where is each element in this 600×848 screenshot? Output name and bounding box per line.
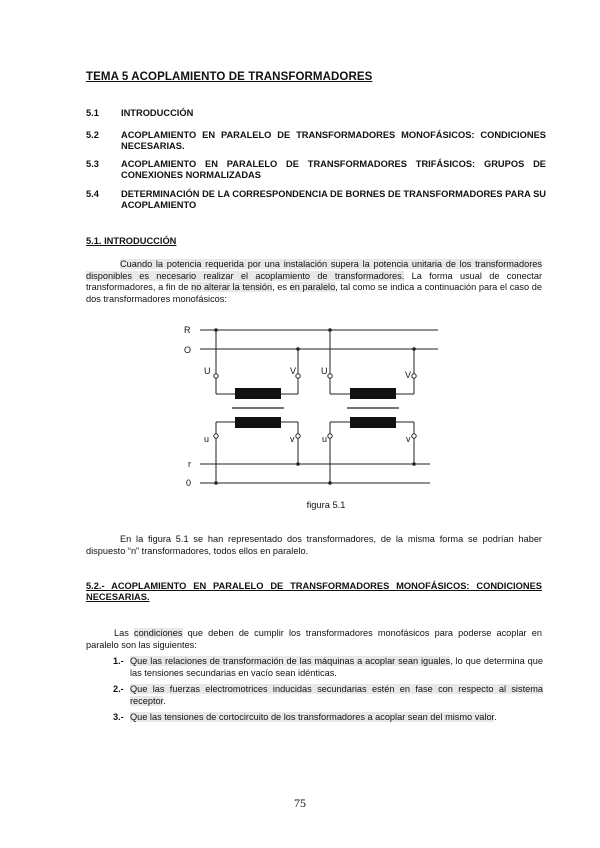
- intro-paragraph: [86, 259, 542, 305]
- label-O: O: [184, 345, 192, 355]
- toc-text: ACOPLAMIENTO EN PARALELO DE TRANSFORMADORES MONOFÁSICOS: CONDICIONES NECESARIAS.: [121, 130, 546, 151]
- highlighted-text: en paralelo: [289, 282, 336, 292]
- label-v2: v: [406, 434, 411, 444]
- label-U1: U: [204, 366, 211, 376]
- text-run: .: [494, 712, 497, 722]
- text-run: , es: [272, 282, 290, 292]
- toc-text: ACOPLAMIENTO EN PARALELO DE TRANSFORMADORES TRIFÁSICOS: GRUPOS DE CONEXIONES NORMALIZADAS: [121, 159, 546, 180]
- page-number: 75: [294, 796, 306, 810]
- text-run: .: [163, 695, 166, 706]
- text-run: Las: [114, 628, 134, 638]
- toc-number: 5.4: [86, 189, 99, 199]
- toc-number: 5.1: [86, 108, 99, 118]
- text-run: que deben de cumplir los transformadores monofásicos para poderse acoplar en paralelo son las siguientes:: [86, 628, 542, 650]
- label-R: R: [184, 325, 191, 335]
- toc-number: 5.2: [86, 130, 99, 140]
- toc-number: 5.3: [86, 159, 99, 169]
- highlighted-text: Que las fuerzas electromotrices inducidas secundarias estén en fase con respecto al sistema receptor: [130, 684, 543, 706]
- label-u2: u: [322, 434, 328, 444]
- item-number: 2.-: [113, 684, 124, 694]
- toc-entry-5-2[interactable]: [86, 130, 546, 152]
- conditions-intro: [86, 628, 542, 651]
- label-v1: v: [290, 434, 295, 444]
- highlighted-text: condiciones: [133, 628, 183, 638]
- item-number: 3.-: [113, 712, 124, 722]
- section-heading-5-1: 5.1. INTRODUCCIÓN: [86, 236, 177, 246]
- label-V2: V: [405, 370, 412, 380]
- item-number: 1.-: [113, 656, 124, 666]
- list-item: [113, 656, 543, 679]
- toc-text: INTRODUCCIÓN: [121, 108, 194, 118]
- conditions-list: [113, 656, 543, 724]
- transformer1-primary-winding: [235, 388, 281, 399]
- highlighted-text: Que las tensiones de cortocircuito de los transformadores a acoplar sean del mismo valor: [130, 712, 495, 722]
- label-U2: U: [321, 366, 328, 376]
- toc-text: DETERMINACIÓN DE LA CORRESPONDENCIA DE BORNES DE TRANSFORMADORES PARA SU ACOPLAMIENTO: [121, 189, 546, 210]
- figure-paragraph: [86, 534, 542, 557]
- text-run: , tal como se indica a continuación para el caso de dos transformadores monofásicos:: [86, 282, 542, 304]
- parallel-transformers-diagram: [180, 322, 440, 494]
- label-u1: u: [204, 434, 210, 444]
- label-V1: V: [290, 366, 297, 376]
- highlighted-text: Cuando la potencia requerida por una instalación supera la potencia unitaria de los transformadores disponibles es necesario realizar el acoplamiento de transformadores.: [86, 259, 542, 281]
- chapter-title: TEMA 5 ACOPLAMIENTO DE TRANSFORMADORES: [86, 71, 373, 83]
- toc-entry-5-3[interactable]: [86, 159, 546, 181]
- highlighted-text: Que las relaciones de transformación de las máquinas a acoplar sean iguales: [130, 656, 451, 666]
- transformer2-primary-winding: [350, 388, 396, 399]
- figure-caption: figura 5.1: [306, 500, 346, 510]
- toc-entry-5-4[interactable]: [86, 189, 546, 211]
- transformer2-secondary-winding: [350, 417, 396, 428]
- section-heading-5-2: 5.2.- ACOPLAMIENTO EN PARALELO DE TRANSFORMADORES MONOFÁSICOS: CONDICIONES NECESARIAS.: [86, 581, 542, 602]
- list-item: [113, 684, 543, 707]
- highlighted-text: no alterar la tensión: [191, 282, 273, 292]
- text-run: En la figura 5.1 se han representado dos transformadores, de la misma forma se podrían haber dispuesto “n” transformadores, todos ellos en paralelo.: [86, 534, 542, 556]
- text-run: La forma usual de conectar transformadores, a fin de: [86, 270, 543, 292]
- list-item: [113, 712, 543, 724]
- transformer1-secondary-winding: [235, 417, 281, 428]
- label-o: 0: [186, 478, 192, 488]
- label-r: r: [188, 459, 191, 469]
- text-run: , lo que determina que las tensiones secundarias en vacío sean idénticas.: [130, 656, 543, 678]
- toc-entry-5-1[interactable]: [86, 108, 546, 119]
